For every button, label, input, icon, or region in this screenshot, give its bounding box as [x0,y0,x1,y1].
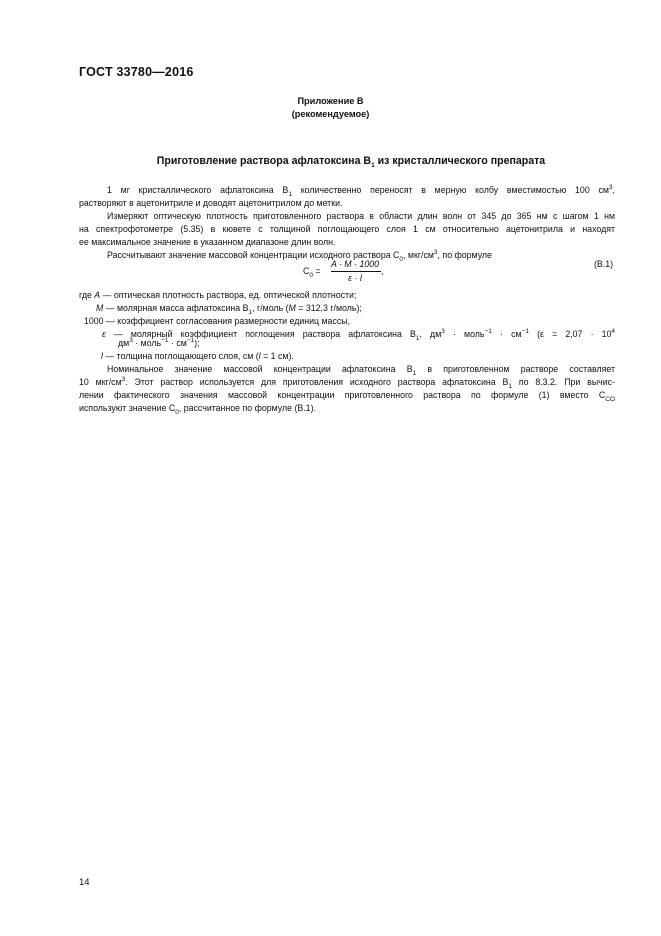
para2-line2: на спектрофотометре (5.35) в кювете с толщиной поглощающего слоя 1 см относительно ацетонитрила и находят [79,224,615,234]
page-number: 14 [79,877,90,888]
annex-status: (рекомендуемое) [291,109,370,119]
formula-denominator: ε · l [348,273,362,283]
para4-line1: Номинальное значение массовой концентрации афлатоксина $В_1$ в приготовленном растворе составляет [107,364,615,377]
def-l: l — толщина поглощающего слоя, см (l = 1 см). [101,351,294,361]
annex-title: Приготовление раствора афлатоксина $В_1$ из кристаллического препарата [156,155,546,170]
document-id: ГОСТ 33780—2016 [79,65,194,79]
para4-line2: 10 мкг/$см^3$. Этот раствор используется для приготовления исходного раствора афлатоксина $В_1$ по 8.3.2. При вычис- [79,376,615,390]
def-1000: 1000 — коэффициент согласования размерности единиц массы, [84,316,351,326]
para4-line4: используют значение $C_0$, рассчитанное по формуле (В.1). [79,403,316,416]
para1-line1: 1 мг кристаллического афлатоксина $В_1$ количественно переносят в мерную колбу вместимостью 100 $см^3$, [107,184,615,198]
para3-line: Рассчитывают значение массовой концентрации исходного раствора $C_0$, мкг/$см^3$, по формуле [107,249,492,263]
para1-line2: растворяют в ацетонитриле и доводят ацетонитрилом до метки. [79,198,343,208]
fraction-bar [331,271,381,272]
para2-line3: ее максимальное значение в указанном диапазоне длин волн. [79,237,336,247]
def-M: M — молярная масса афлатоксина $В_1$, г/моль (M = 312,3 г/моль); [96,303,362,316]
def-epsilon-line1: ε — молярный коэффициент поглощения раствора афлатоксина $В_1$, $дм^3$ · моль$^{-1}$ · $см^{-1}$ ($\varepsilon = 2,07 \cdot 10^4$ [102,328,616,342]
formula-comma: , [381,266,384,276]
def-A: где A — оптическая плотность раствора, ед. оптической плотности; [79,290,357,300]
formula-numerator: A · M · 1000 [330,259,380,269]
annex-label: Приложение В [297,96,364,106]
para2-line1: Измеряют оптическую плотность приготовленного раствора в области длин волн от 345 до 365 нм с шагом 1 нм [107,211,615,221]
para4-line3: лении фактического значения массовой концентрации приготовленного раствора по формуле (1) вместо $C_{CO}$ [79,390,615,403]
formula-number: (В.1) [594,259,614,269]
def-epsilon-line2: $дм^3$ · моль$^{-1}$ · $см^{-1}$); [118,337,200,348]
formula-lhs: $C_0$ = [303,266,321,279]
